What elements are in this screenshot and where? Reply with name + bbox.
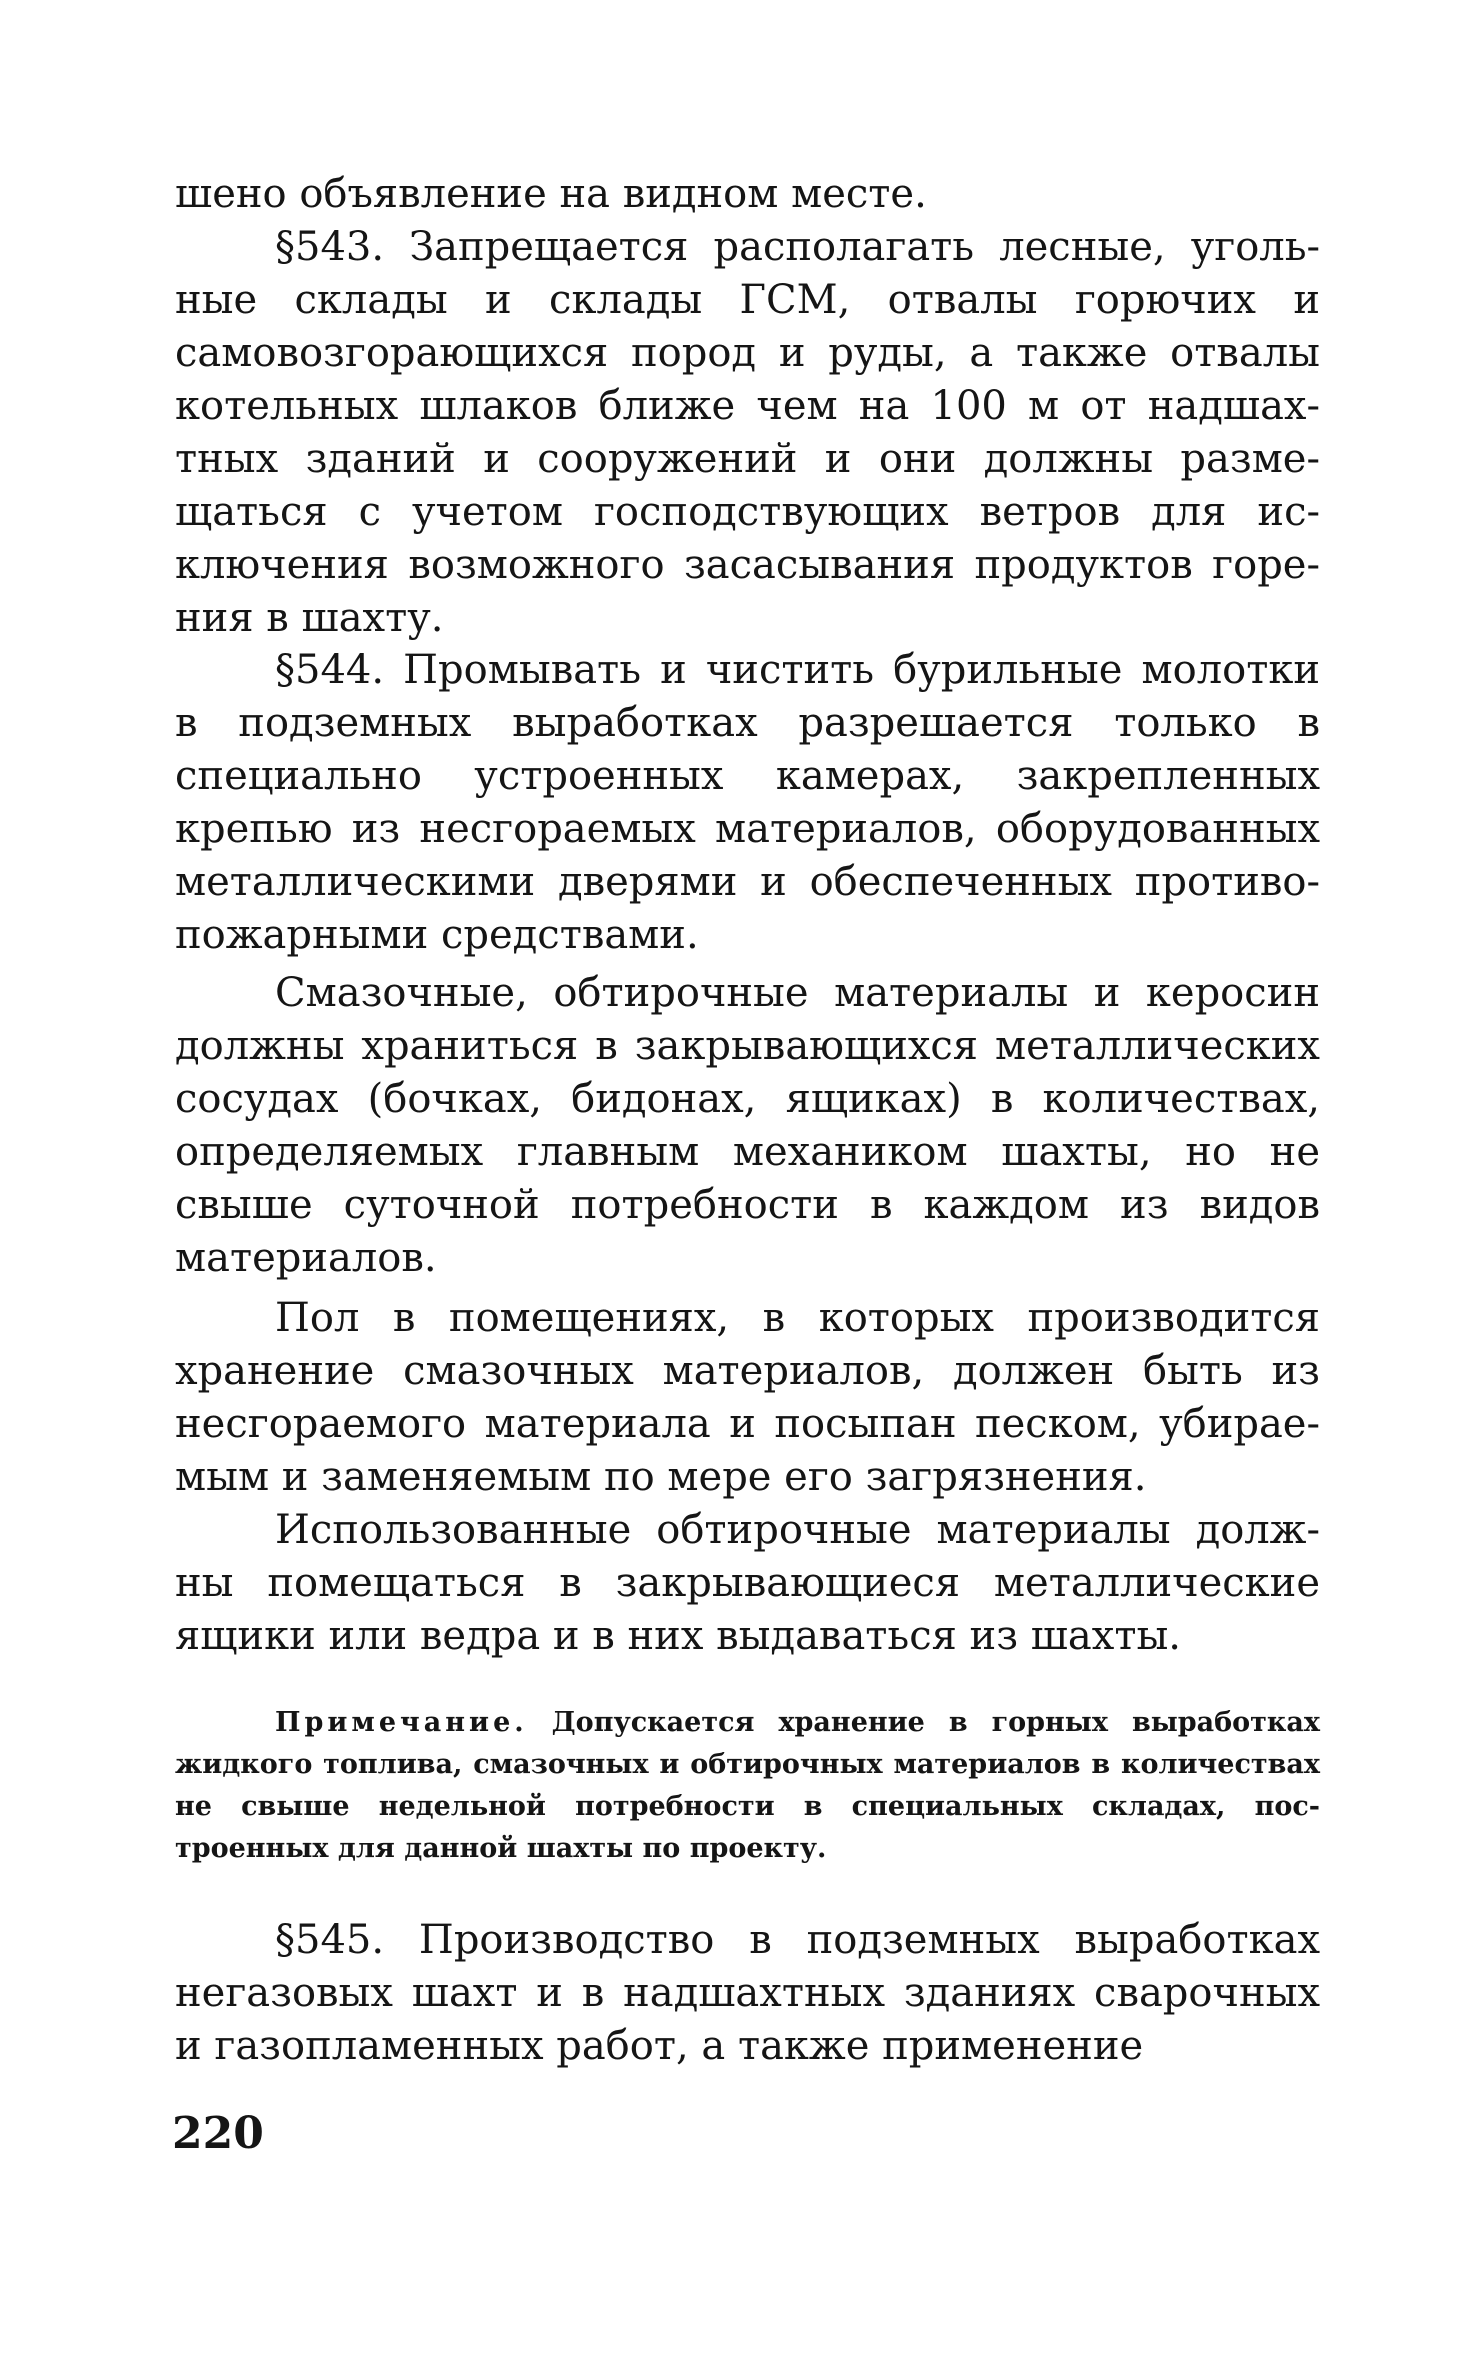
note-paragraph [175,1702,1320,1870]
continuation-paragraph: шено объявление на видном месте. [175,171,927,217]
page-number: 220 [172,2108,264,2159]
note-label: Примечание. [275,1707,528,1738]
section-544-paragraph: §544. Промывать и чистить бурильные молотки в подземных выработках разрешается только в специально устроенных камерах, закрепленных крепью из несгораемых материалов, оборудованных металлическими дверями и обеспеченных противопожарными средствами. [175,647,1320,958]
used-materials-paragraph: Использованные обтирочные материалы должны помещаться в закрывающиеся металлические ящики или ведра и в них выдаваться из шахты. [175,1507,1320,1659]
lubricants-paragraph: Смазочные, обтирочные материалы и керосин должны храниться в закрывающихся металлических сосудах (бочках, бидонах, ящиках) в количествах, определяемых главным механиком шахты, но не свыше суточной потребности в каждом из видов материалов. [175,970,1320,1281]
section-543-paragraph: §543. Запрещается располагать лесные, угольные склады и склады ГСМ, отвалы горючих и самовозгорающихся пород и руды, а также отвалы котельных шлаков ближе чем на 100 м от надшахтных зданий и сооружений и они должны размещаться с учетом господствующих ветров для исключения возможного засасывания продуктов горения в шахту. [175,224,1320,641]
floor-paragraph: Пол в помещениях, в которых производится хранение смазочных материалов, должен быть из несгораемого материала и посыпан песком, убираемым и заменяемым по мере его загрязнения. [175,1295,1320,1500]
section-545-paragraph: §545. Производство в подземных выработках негазовых шахт и в надшахтных зданиях сварочных и газопламенных работ, а также применение [175,1917,1320,2069]
note-text: Допускается хранение в горных выработках жидкого топлива, смазочных и обтирочных материалов в количествах не свыше недельной потребности в специальных складах, построенных для данной шахты по проекту. [175,1707,1320,1864]
